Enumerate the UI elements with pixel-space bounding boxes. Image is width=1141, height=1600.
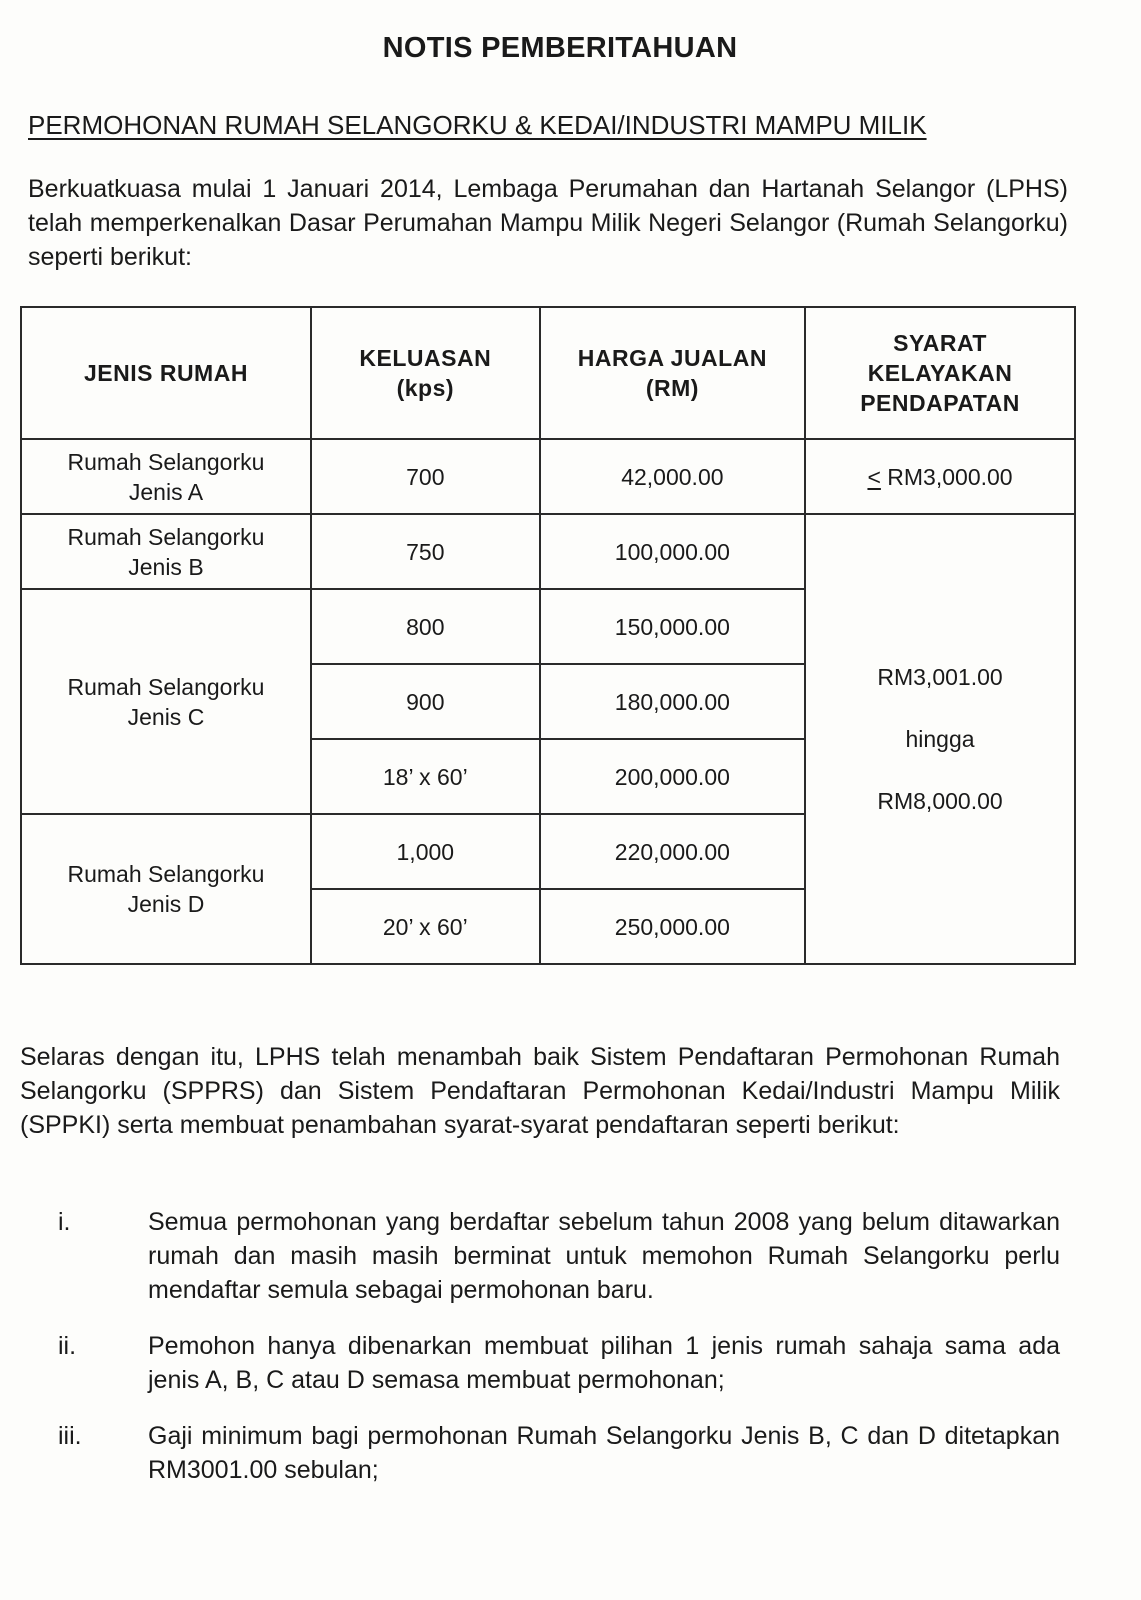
page-subtitle: PERMOHONAN RUMAH SELANGORKU & KEDAI/INDUSTRI MAMPU MILIK xyxy=(28,110,927,140)
header-price: HARGA JUALAN (RM) xyxy=(540,307,805,439)
area-cell: 800 xyxy=(311,589,540,664)
less-equal-symbol: < xyxy=(867,463,881,490)
house-type-b: Rumah Selangorku Jenis B xyxy=(21,514,311,589)
intro-paragraph: Berkuatkuasa mulai 1 Januari 2014, Lembaga Perumahan dan Hartanah Selangor (LPHS) telah memperkenalkan Dasar Perumahan Mampu Milik Negeri Selangor (Rumah Selangorku) seperti berikut: xyxy=(28,175,1068,271)
income-a-cell: < RM3,000.00 xyxy=(805,439,1075,514)
price-cell: 42,000.00 xyxy=(540,439,805,514)
house-type-c: Rumah Selangorku Jenis C xyxy=(21,589,311,814)
header-income-eligibility: SYARAT KELAYAKAN PENDAPATAN xyxy=(805,307,1075,439)
list-number: i. xyxy=(58,1208,71,1236)
list-item xyxy=(56,1205,1060,1307)
list-number: iii. xyxy=(58,1422,82,1450)
housing-price-table xyxy=(20,306,1076,965)
price-cell: 220,000.00 xyxy=(540,814,805,889)
header-house-type: JENIS RUMAH xyxy=(21,307,311,439)
area-cell: 700 xyxy=(311,439,540,514)
list-text: Semua permohonan yang berdaftar sebelum tahun 2008 yang belum ditawarkan rumah dan masih masih berminat untuk memohon Rumah Selangorku perlu mendaftar semula sebagai permohonan baru. xyxy=(148,1208,1060,1304)
table-row xyxy=(21,439,1075,514)
area-cell: 900 xyxy=(311,664,540,739)
conditions-list xyxy=(56,1205,1060,1509)
house-type-a: Rumah Selangorku Jenis A xyxy=(21,439,311,514)
list-item xyxy=(56,1329,1060,1397)
area-cell: 750 xyxy=(311,514,540,589)
price-cell: 200,000.00 xyxy=(540,739,805,814)
second-paragraph: Selaras dengan itu, LPHS telah menambah baik Sistem Pendaftaran Permohonan Rumah Selangorku (SPPRS) dan Sistem Pendaftaran Permohonan Kedai/Industri Mampu Milik (SPPKI) serta membuat penambahan syarat-syarat pendaftaran seperti berikut: xyxy=(20,1043,1060,1139)
area-cell: 18’ x 60’ xyxy=(311,739,540,814)
price-cell: 180,000.00 xyxy=(540,664,805,739)
list-number: ii. xyxy=(58,1332,77,1360)
price-cell: 250,000.00 xyxy=(540,889,805,964)
list-item xyxy=(56,1419,1060,1487)
page-title: NOTIS PEMBERITAHUAN xyxy=(382,32,738,64)
area-cell: 1,000 xyxy=(311,814,540,889)
income-range-cell: RM3,001.00 hingga RM8,000.00 xyxy=(805,514,1075,964)
list-text: Gaji minimum bagi permohonan Rumah Selangorku Jenis B, C dan D ditetapkan RM3001.00 sebulan; xyxy=(148,1422,1060,1484)
list-text: Pemohon hanya dibenarkan membuat pilihan 1 jenis rumah sahaja sama ada jenis A, B, C atau D semasa membuat permohonan; xyxy=(148,1332,1060,1394)
area-cell: 20’ x 60’ xyxy=(311,889,540,964)
header-area: KELUASAN (kps) xyxy=(311,307,540,439)
price-cell: 100,000.00 xyxy=(540,514,805,589)
house-type-d: Rumah Selangorku Jenis D xyxy=(21,814,311,964)
table-header-row xyxy=(21,307,1075,439)
price-cell: 150,000.00 xyxy=(540,589,805,664)
table-row xyxy=(21,514,1075,589)
